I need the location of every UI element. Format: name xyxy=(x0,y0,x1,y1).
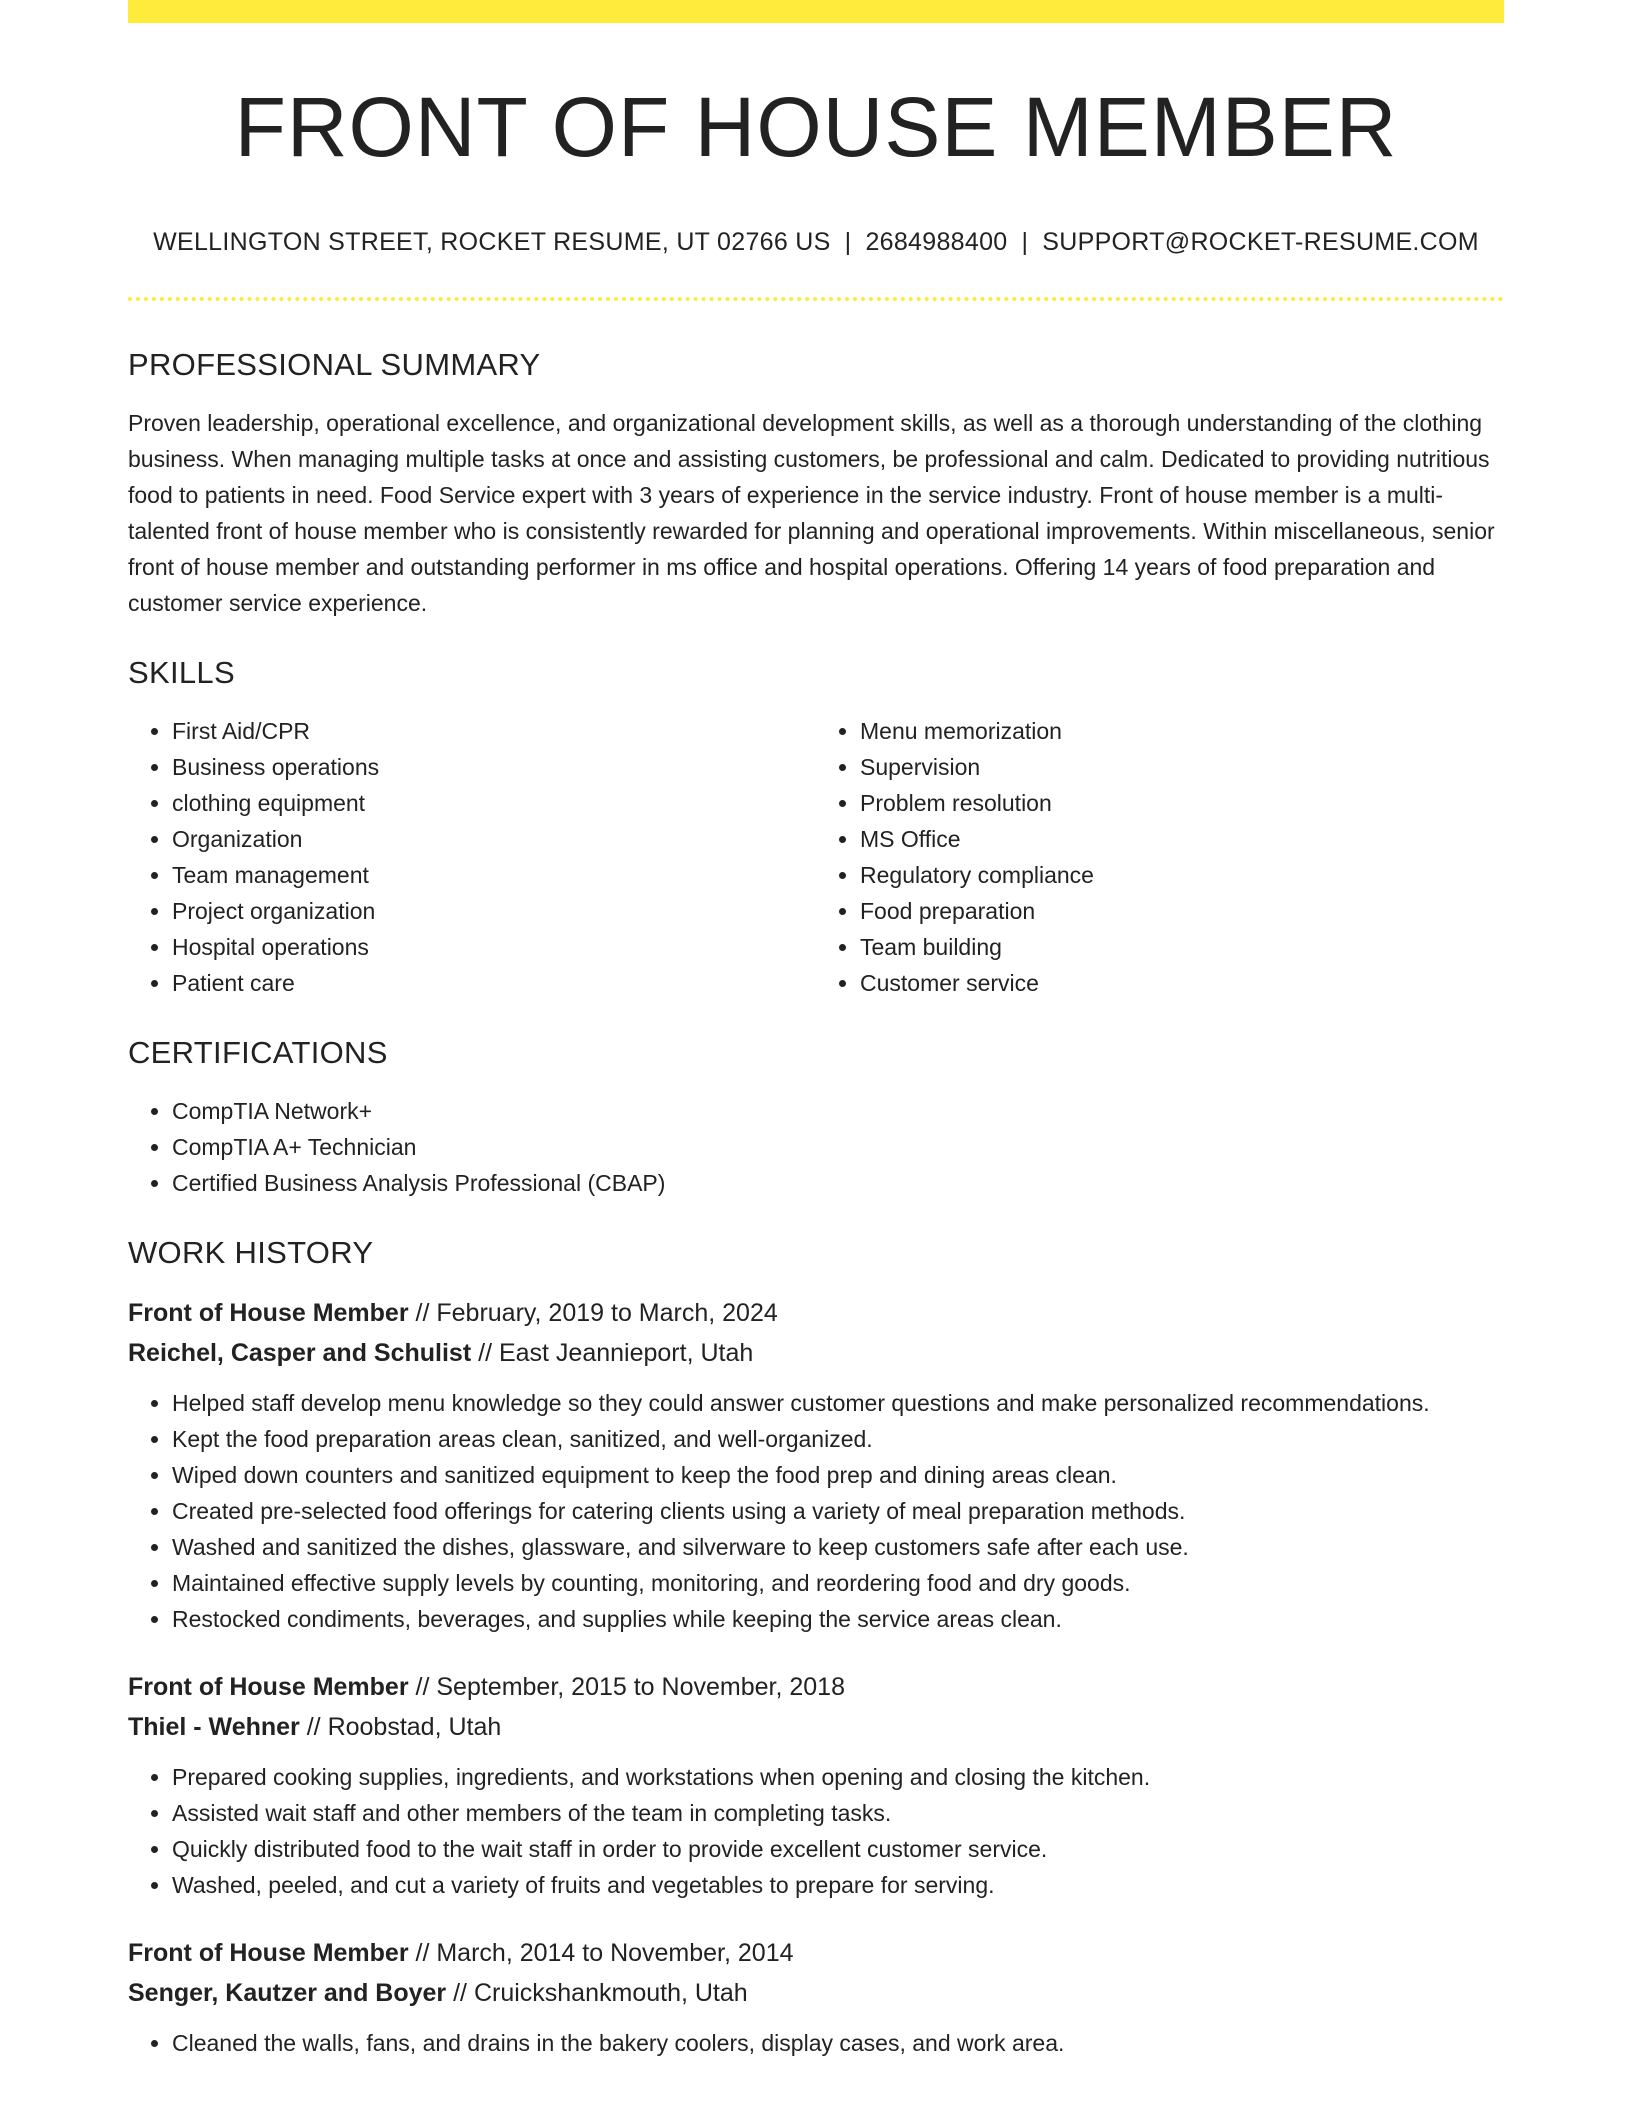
skills-columns xyxy=(128,713,1504,1001)
skill-item: • Menu memorization xyxy=(860,713,1504,749)
skill-item: • Business operations xyxy=(172,749,816,785)
skill-item: • Hospital operations xyxy=(172,929,816,965)
job-bullet: • Helped staff develop menu knowledge so they could answer customer questions and make personalized recommendations. xyxy=(172,1385,1504,1421)
skill-item: • Organization xyxy=(172,821,816,857)
summary-text: Proven leadership, operational excellence, and organizational development skills, as well as a thorough understanding of the clothing business. When managing multiple tasks at once and assisting customers, be professional and calm. Dedicated to providing nutritious food to patients in need. Food Service expert with 3 years of experience in the service industry. Front of house member is a multi-talented front of house member who is consistently rewarded for planning and operational improvements. Within miscellaneous, senior front of house member and outstanding performer in ms office and hospital operations. Offering 14 years of food preparation and customer service experience. xyxy=(128,410,1495,617)
job-entry xyxy=(128,1667,1504,1903)
job-title-line xyxy=(128,1933,1504,1973)
job-bullet: • Restocked condiments, beverages, and supplies while keeping the service areas clean. xyxy=(172,1601,1504,1637)
job-company: Thiel - Wehner xyxy=(128,1713,300,1742)
job-bullet: • Prepared cooking supplies, ingredients, and workstations when opening and closing the kitchen. xyxy=(172,1759,1504,1795)
certification-item: • CompTIA A+ Technician xyxy=(172,1129,1504,1165)
skill-item: • Team management xyxy=(172,857,816,893)
resume-page xyxy=(128,0,1504,2061)
job-bullets xyxy=(128,2025,1504,2061)
skill-item: • Team building xyxy=(860,929,1504,965)
skill-item: • clothing equipment xyxy=(172,785,816,821)
job-company-line xyxy=(128,1707,1504,1747)
contact-email: SUPPORT@ROCKET-RESUME.COM xyxy=(1042,228,1479,257)
job-company: Senger, Kautzer and Boyer xyxy=(128,1979,447,2008)
contact-separator: | xyxy=(1021,228,1029,257)
job-location: // Roobstad, Utah xyxy=(299,1713,502,1742)
resume-title: FRONT OF HOUSE MEMBER xyxy=(234,80,1398,174)
skills-heading: SKILLS xyxy=(128,655,235,691)
job-bullet: • Quickly distributed food to the wait staff in order to provide excellent customer service. xyxy=(172,1831,1504,1867)
skill-item: • Customer service xyxy=(860,965,1504,1001)
job-bullet: • Cleaned the walls, fans, and drains in the bakery coolers, display cases, and work area. xyxy=(172,2025,1504,2061)
job-bullet: • Assisted wait staff and other members of the team in completing tasks. xyxy=(172,1795,1504,1831)
skill-item: • Supervision xyxy=(860,749,1504,785)
job-title: Front of House Member xyxy=(128,1673,409,1702)
contact-separator: | xyxy=(844,228,852,257)
job-dates: // March, 2014 to November, 2014 xyxy=(408,1939,794,1968)
skill-item: • Project organization xyxy=(172,893,816,929)
job-title: Front of House Member xyxy=(128,1939,409,1968)
skill-item: • First Aid/CPR xyxy=(172,713,816,749)
job-bullet: • Washed and sanitized the dishes, glassware, and silverware to keep customers safe after each use. xyxy=(172,1529,1504,1565)
job-company-line xyxy=(128,1973,1504,2013)
certification-item: • Certified Business Analysis Professional (CBAP) xyxy=(172,1165,1504,1201)
job-bullet: • Maintained effective supply levels by counting, monitoring, and reordering food and dry goods. xyxy=(172,1565,1504,1601)
job-company: Reichel, Casper and Schulist xyxy=(128,1339,472,1368)
job-location: // Cruickshankmouth, Utah xyxy=(446,1979,748,2008)
skills-list-right xyxy=(816,713,1504,1001)
skill-item: • Regulatory compliance xyxy=(860,857,1504,893)
accent-top-bar xyxy=(128,0,1504,23)
skill-item: • Food preparation xyxy=(860,893,1504,929)
job-bullet: • Washed, peeled, and cut a variety of fruits and vegetables to prepare for serving. xyxy=(172,1867,1504,1903)
job-dates: // February, 2019 to March, 2024 xyxy=(408,1299,778,1328)
certifications-list xyxy=(128,1093,1504,1201)
job-entry xyxy=(128,1933,1504,2061)
job-entry xyxy=(128,1293,1504,1637)
job-title-line xyxy=(128,1293,1504,1333)
job-bullet: • Wiped down counters and sanitized equipment to keep the food prep and dining areas clean. xyxy=(172,1457,1504,1493)
skill-item: • MS Office xyxy=(860,821,1504,857)
contact-address: WELLINGTON STREET, ROCKET RESUME, UT 02766 US xyxy=(153,228,831,257)
job-bullets xyxy=(128,1759,1504,1903)
certification-item: • CompTIA Network+ xyxy=(172,1093,1504,1129)
contact-line xyxy=(128,228,1504,257)
job-company-line xyxy=(128,1333,1504,1373)
certifications-heading: CERTIFICATIONS xyxy=(128,1035,388,1071)
job-location: // East Jeannieport, Utah xyxy=(471,1339,754,1368)
job-bullets xyxy=(128,1385,1504,1637)
summary-heading: PROFESSIONAL SUMMARY xyxy=(128,347,541,383)
job-title-line xyxy=(128,1667,1504,1707)
dotted-divider xyxy=(128,297,1504,301)
skill-item: • Problem resolution xyxy=(860,785,1504,821)
job-bullet: • Kept the food preparation areas clean, sanitized, and well-organized. xyxy=(172,1421,1504,1457)
work-history-heading: WORK HISTORY xyxy=(128,1235,374,1271)
skills-list-left xyxy=(128,713,816,1001)
skill-item: • Patient care xyxy=(172,965,816,1001)
job-dates: // September, 2015 to November, 2018 xyxy=(408,1673,845,1702)
contact-phone: 2684988400 xyxy=(865,228,1008,257)
job-title: Front of House Member xyxy=(128,1299,409,1328)
job-bullet: • Created pre-selected food offerings for catering clients using a variety of meal preparation methods. xyxy=(172,1493,1504,1529)
